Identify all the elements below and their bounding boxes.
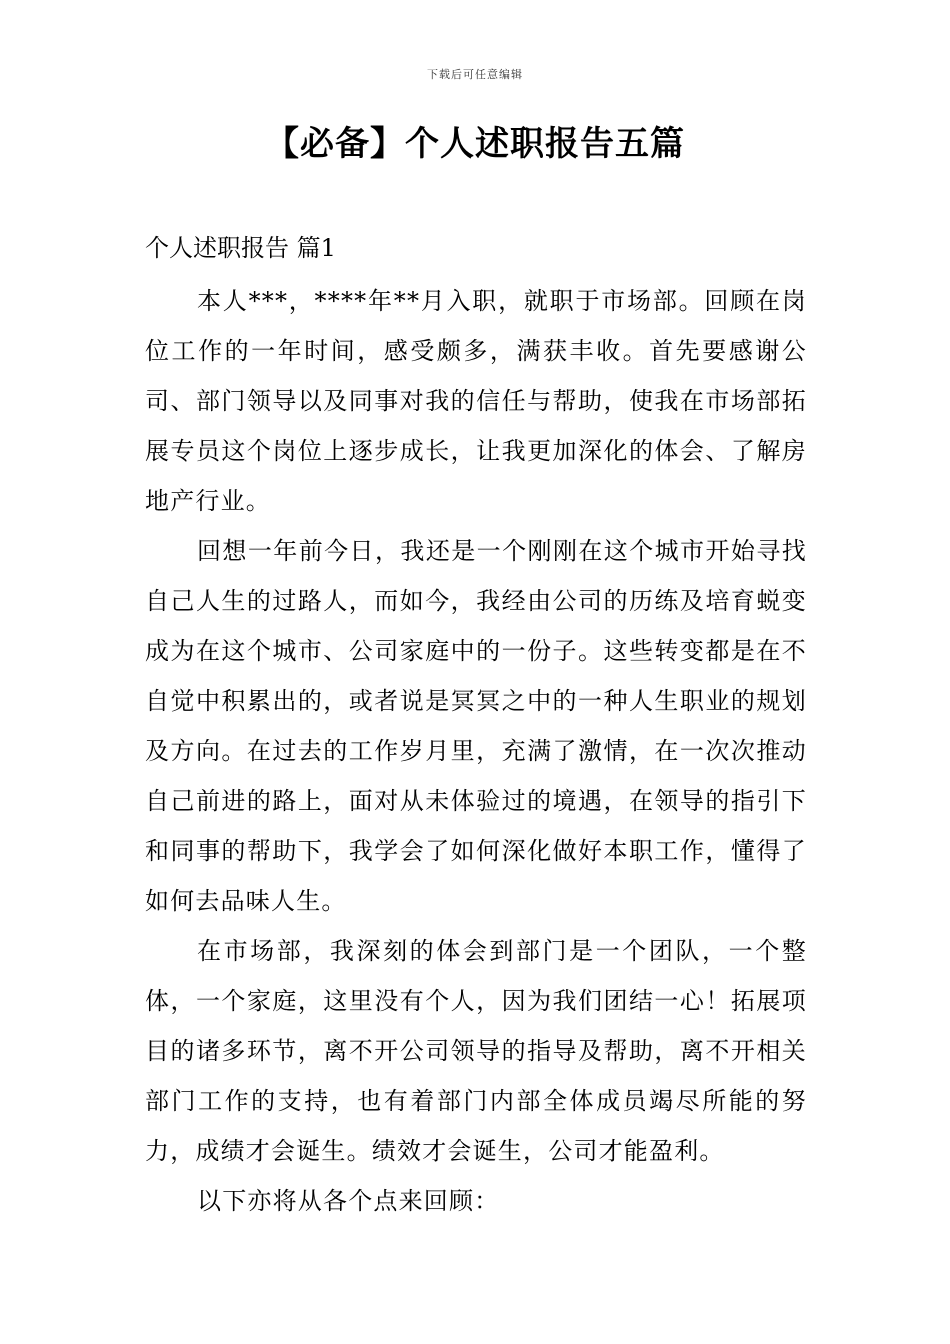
document-body bbox=[145, 276, 807, 1226]
section-heading: 个人述职报告 篇1 bbox=[145, 234, 336, 262]
document-title: 【必备】个人述职报告五篇 bbox=[265, 124, 685, 164]
paragraph: 以下亦将从各个点来回顾： bbox=[197, 1187, 500, 1215]
paragraph: 在市场部，我深刻的体会到部门是一个团队，一个整体，一个家庭，这里没有个人，因为我们团结一心！拓展项目的诸多环节，离不开公司领导的指导及帮助，离不开相关部门工作的支持，也有着部门内部全体成员竭尽所能的努力，成绩才会诞生。绩效才会诞生，公司才能盈利。 bbox=[145, 937, 807, 1165]
paragraph: 本人***，****年**月入职，就职于市场部。回顾在岗位工作的一年时间，感受颇多，满获丰收。首先要感谢公司、部门领导以及同事对我的信任与帮助，使我在市场部拓展专员这个岗位上逐步成长，让我更加深化的体会、了解房地产行业。 bbox=[145, 287, 807, 515]
paragraph: 回想一年前今日，我还是一个刚刚在这个城市开始寻找自己人生的过路人，而如今，我经由公司的历练及培育蜕变成为在这个城市、公司家庭中的一份子。这些转变都是在不自觉中积累出的，或者说是冥冥之中的一种人生职业的规划及方向。在过去的工作岁月里，充满了激情，在一次次推动自己前进的路上，面对从未体验过的境遇，在领导的指引下和同事的帮助下，我学会了如何深化做好本职工作，懂得了如何去品味人生。 bbox=[145, 537, 807, 915]
header-note: 下载后可任意编辑 bbox=[427, 68, 523, 81]
